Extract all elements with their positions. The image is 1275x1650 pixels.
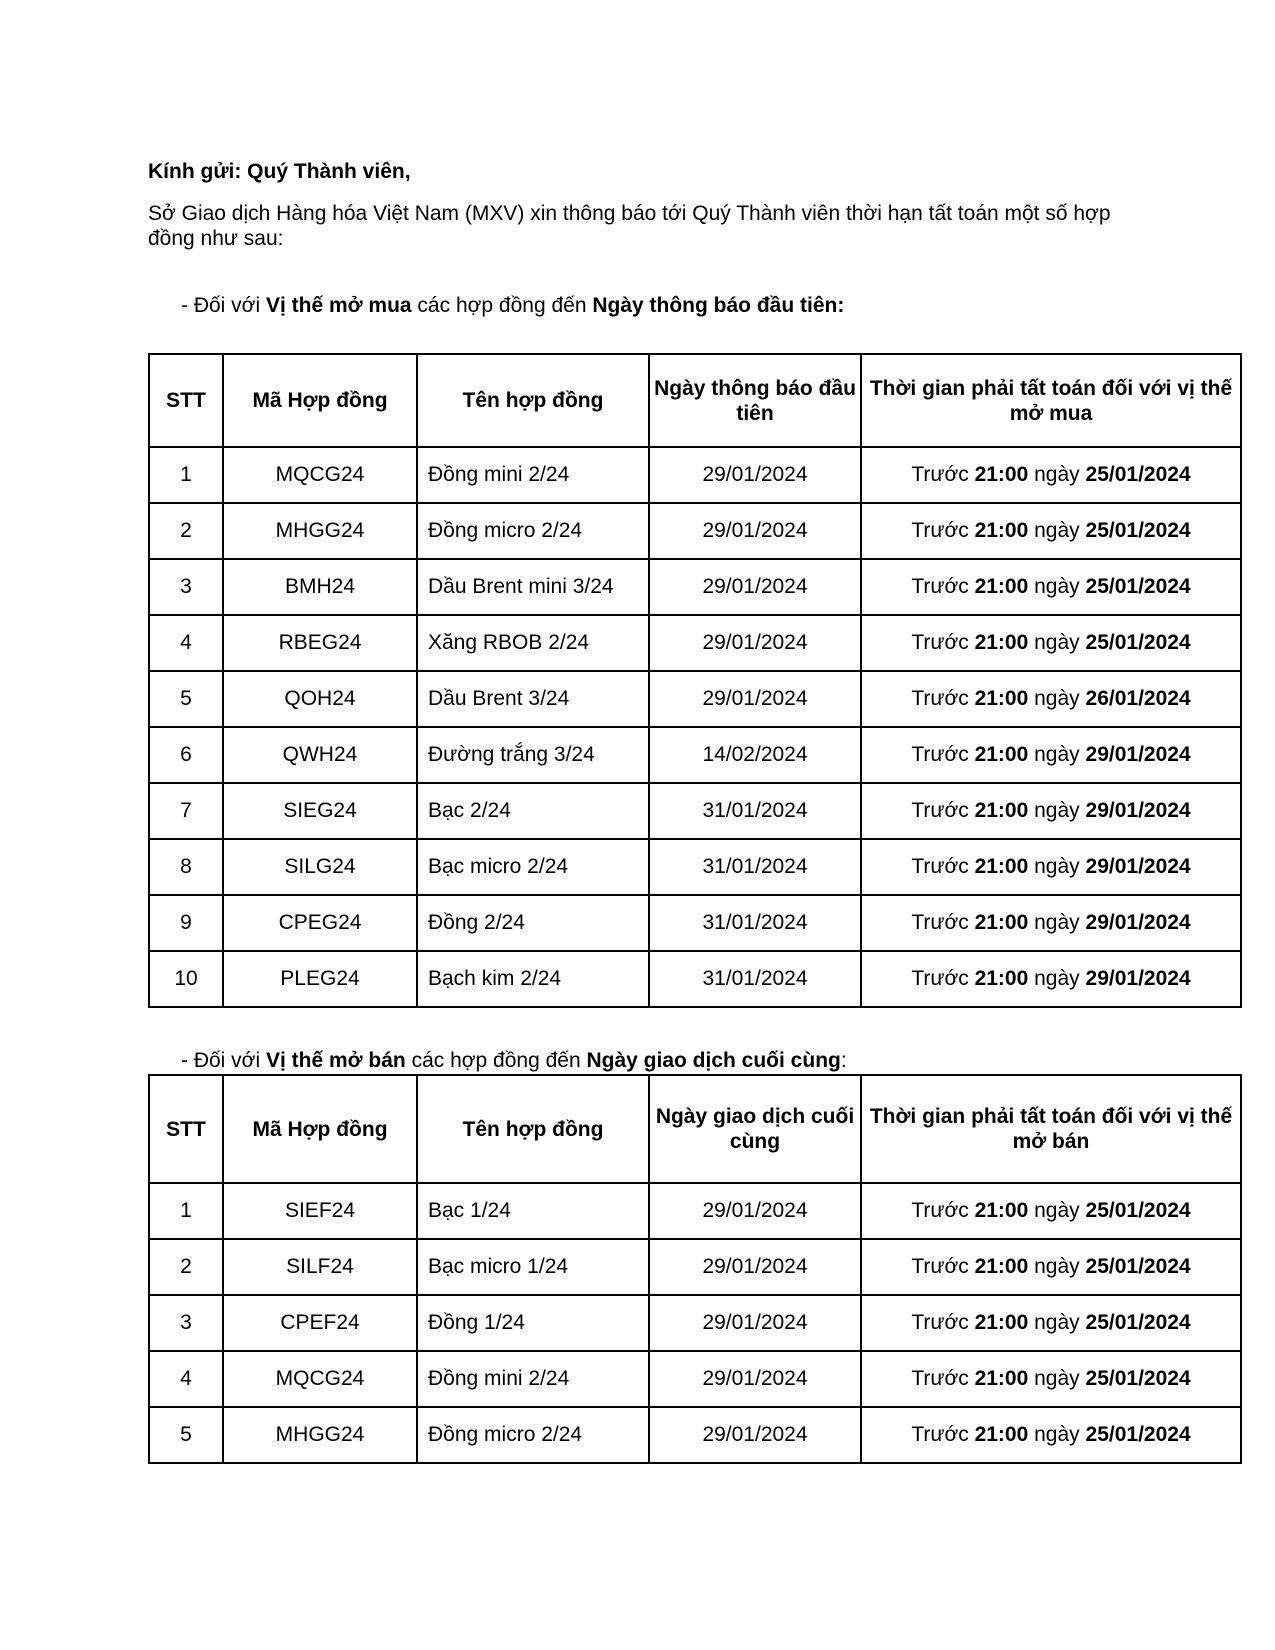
deadline-time: 21:00 [974,575,1029,598]
cell-stt: 3 [149,1295,223,1351]
cell-deadline [861,615,1241,671]
cell-stt: 1 [149,447,223,503]
cell-date: 29/01/2024 [649,1295,861,1351]
deadline-time: 21:00 [974,799,1029,822]
cell-contract-name: Đồng mini 2/24 [417,447,649,503]
deadline-date: 25/01/2024 [1085,1199,1191,1222]
deadline-day-label: ngày [1028,855,1086,878]
cell-date: 29/01/2024 [649,1183,861,1239]
deadline-time: 21:00 [974,519,1029,542]
table-header [149,1075,1241,1183]
cell-date: 14/02/2024 [649,727,861,783]
cell-contract-code: RBEG24 [223,615,417,671]
cell-contract-code: CPEF24 [223,1295,417,1351]
cell-date: 29/01/2024 [649,1239,861,1295]
header-stt: STT [149,1075,223,1183]
cell-contract-name: Bạch kim 2/24 [417,951,649,1007]
cell-date: 31/01/2024 [649,783,861,839]
cell-stt: 3 [149,559,223,615]
cell-stt: 4 [149,615,223,671]
heading-bold-date: Ngày thông báo đầu tiên: [592,294,845,317]
deadline-before-label: Trước [911,631,975,654]
heading-middle: các hợp đồng đến [411,294,593,317]
cell-contract-name: Bạc micro 1/24 [417,1239,649,1295]
cell-stt: 2 [149,1239,223,1295]
deadline-day-label: ngày [1028,799,1086,822]
cell-deadline [861,839,1241,895]
deadline-date: 25/01/2024 [1085,575,1191,598]
cell-contract-name: Đường trắng 3/24 [417,727,649,783]
cell-stt: 2 [149,503,223,559]
heading-bold-date: Ngày giao dịch cuối cùng [586,1049,841,1072]
cell-contract-name: Xăng RBOB 2/24 [417,615,649,671]
cell-stt: 8 [149,839,223,895]
cell-contract-name: Bạc 2/24 [417,783,649,839]
deadline-before-label: Trước [911,575,975,598]
deadline-date: 29/01/2024 [1085,855,1191,878]
deadline-day-label: ngày [1028,1255,1086,1278]
deadline-time: 21:00 [974,967,1029,990]
deadline-before-label: Trước [911,799,975,822]
deadline-time: 21:00 [974,1423,1029,1446]
deadline-before-label: Trước [911,967,975,990]
deadline-time: 21:00 [974,743,1029,766]
cell-contract-code: QWH24 [223,727,417,783]
deadline-date: 29/01/2024 [1085,911,1191,934]
header-stt: STT [149,354,223,447]
cell-contract-name: Bạc 1/24 [417,1183,649,1239]
table-row [149,727,1241,783]
deadline-time: 21:00 [974,1199,1029,1222]
cell-date: 29/01/2024 [649,503,861,559]
deadline-date: 25/01/2024 [1085,1367,1191,1390]
cell-deadline [861,727,1241,783]
deadline-day-label: ngày [1028,1199,1086,1222]
deadline-day-label: ngày [1028,575,1086,598]
header-contract-code: Mã Hợp đồng [223,354,417,447]
cell-contract-code: SILF24 [223,1239,417,1295]
cell-deadline [861,1295,1241,1351]
deadline-time: 21:00 [974,855,1029,878]
table-row [149,895,1241,951]
cell-date: 29/01/2024 [649,1351,861,1407]
deadline-day-label: ngày [1028,463,1086,486]
deadline-date: 25/01/2024 [1085,1423,1191,1446]
cell-contract-code: SILG24 [223,839,417,895]
deadline-time: 21:00 [974,1311,1029,1334]
table-row [149,783,1241,839]
cell-contract-name: Đồng mini 2/24 [417,1351,649,1407]
deadline-time: 21:00 [974,631,1029,654]
cell-contract-name: Bạc micro 2/24 [417,839,649,895]
deadline-before-label: Trước [911,463,975,486]
cell-contract-name: Đồng 2/24 [417,895,649,951]
cell-stt: 4 [149,1351,223,1407]
heading-bold-position: Vị thế mở bán [265,1049,406,1072]
deadline-before-label: Trước [911,911,975,934]
cell-contract-code: SIEG24 [223,783,417,839]
cell-date: 29/01/2024 [649,559,861,615]
header-contract-name: Tên hợp đồng [417,354,649,447]
intro-paragraph: Sở Giao dịch Hàng hóa Việt Nam (MXV) xin thông báo tới Quý Thành viên thời hạn tất toán một số hợp đồng như sau: [148,202,1111,250]
deadline-date: 25/01/2024 [1085,1255,1191,1278]
table-row [149,839,1241,895]
deadline-date: 29/01/2024 [1085,743,1191,766]
deadline-before-label: Trước [911,1367,975,1390]
cell-deadline [861,1183,1241,1239]
deadline-before-label: Trước [911,1311,975,1334]
cell-contract-code: BMH24 [223,559,417,615]
cell-contract-code: QOH24 [223,671,417,727]
cell-contract-name: Đồng micro 2/24 [417,503,649,559]
table-row [149,671,1241,727]
cell-date: 29/01/2024 [649,447,861,503]
cell-contract-code: CPEG24 [223,895,417,951]
deadline-date: 25/01/2024 [1085,463,1191,486]
header-date: Ngày thông báo đầu tiên [649,354,861,447]
cell-stt: 10 [149,951,223,1007]
deadline-before-label: Trước [911,855,975,878]
header-deadline: Thời gian phải tất toán đối với vị thế mở mua [861,354,1241,447]
heading-prefix: - Đối với [181,294,266,317]
deadline-time: 21:00 [974,687,1029,710]
cell-deadline [861,951,1241,1007]
deadline-before-label: Trước [911,519,975,542]
section-heading-short-positions [181,1049,847,1073]
section-heading-long-positions [181,294,844,318]
cell-deadline [861,895,1241,951]
table-header [149,354,1241,447]
deadline-day-label: ngày [1028,911,1086,934]
cell-deadline [861,1239,1241,1295]
deadline-day-label: ngày [1028,519,1086,542]
deadline-date: 29/01/2024 [1085,967,1191,990]
header-row [149,354,1241,447]
deadline-date: 29/01/2024 [1085,799,1191,822]
cell-contract-name: Đồng micro 2/24 [417,1407,649,1463]
deadline-time: 21:00 [974,911,1029,934]
cell-deadline [861,559,1241,615]
table-row [149,1407,1241,1463]
table-row [149,447,1241,503]
table-row [149,503,1241,559]
deadline-day-label: ngày [1028,1423,1086,1446]
long-positions-table [148,353,1242,1008]
cell-date: 29/01/2024 [649,1407,861,1463]
deadline-day-label: ngày [1028,1311,1086,1334]
cell-date: 29/01/2024 [649,671,861,727]
deadline-date: 26/01/2024 [1085,687,1191,710]
greeting: Kính gửi: Quý Thành viên, [148,160,411,183]
header-date: Ngày giao dịch cuối cùng [649,1075,861,1183]
deadline-day-label: ngày [1028,1367,1086,1390]
header-deadline: Thời gian phải tất toán đối với vị thế mở bán [861,1075,1241,1183]
deadline-before-label: Trước [911,743,975,766]
cell-stt: 9 [149,895,223,951]
heading-middle: các hợp đồng đến [405,1049,587,1072]
table-row [149,1183,1241,1239]
table-body [149,447,1241,1007]
deadline-before-label: Trước [911,1255,975,1278]
deadline-time: 21:00 [974,463,1029,486]
cell-date: 31/01/2024 [649,951,861,1007]
cell-stt: 5 [149,671,223,727]
cell-contract-name: Dầu Brent mini 3/24 [417,559,649,615]
heading-bold-position: Vị thế mở mua [265,294,412,317]
deadline-day-label: ngày [1028,687,1086,710]
table-row [149,1239,1241,1295]
cell-contract-code: SIEF24 [223,1183,417,1239]
deadline-date: 25/01/2024 [1085,519,1191,542]
header-contract-name: Tên hợp đồng [417,1075,649,1183]
cell-stt: 5 [149,1407,223,1463]
cell-deadline [861,1351,1241,1407]
cell-contract-code: MQCG24 [223,1351,417,1407]
cell-date: 31/01/2024 [649,839,861,895]
deadline-before-label: Trước [911,687,975,710]
short-positions-table [148,1074,1242,1464]
cell-date: 29/01/2024 [649,615,861,671]
cell-deadline [861,503,1241,559]
heading-prefix: - Đối với [181,1049,266,1072]
table-row [149,1351,1241,1407]
deadline-time: 21:00 [974,1367,1029,1390]
cell-stt: 1 [149,1183,223,1239]
cell-contract-code: MQCG24 [223,447,417,503]
deadline-date: 25/01/2024 [1085,1311,1191,1334]
cell-contract-code: MHGG24 [223,503,417,559]
deadline-time: 21:00 [974,1255,1029,1278]
cell-deadline [861,671,1241,727]
cell-contract-code: PLEG24 [223,951,417,1007]
cell-contract-code: MHGG24 [223,1407,417,1463]
deadline-day-label: ngày [1028,631,1086,654]
heading-suffix: : [840,1049,847,1072]
cell-deadline [861,1407,1241,1463]
header-row [149,1075,1241,1183]
cell-deadline [861,783,1241,839]
deadline-before-label: Trước [911,1423,975,1446]
table-row [149,559,1241,615]
cell-stt: 6 [149,727,223,783]
header-contract-code: Mã Hợp đồng [223,1075,417,1183]
table-row [149,615,1241,671]
deadline-day-label: ngày [1028,743,1086,766]
cell-contract-name: Dầu Brent 3/24 [417,671,649,727]
table-row [149,1295,1241,1351]
deadline-before-label: Trước [911,1199,975,1222]
cell-date: 31/01/2024 [649,895,861,951]
cell-stt: 7 [149,783,223,839]
table-body [149,1183,1241,1463]
cell-deadline [861,447,1241,503]
deadline-date: 25/01/2024 [1085,631,1191,654]
cell-contract-name: Đồng 1/24 [417,1295,649,1351]
deadline-day-label: ngày [1028,967,1086,990]
table-row [149,951,1241,1007]
